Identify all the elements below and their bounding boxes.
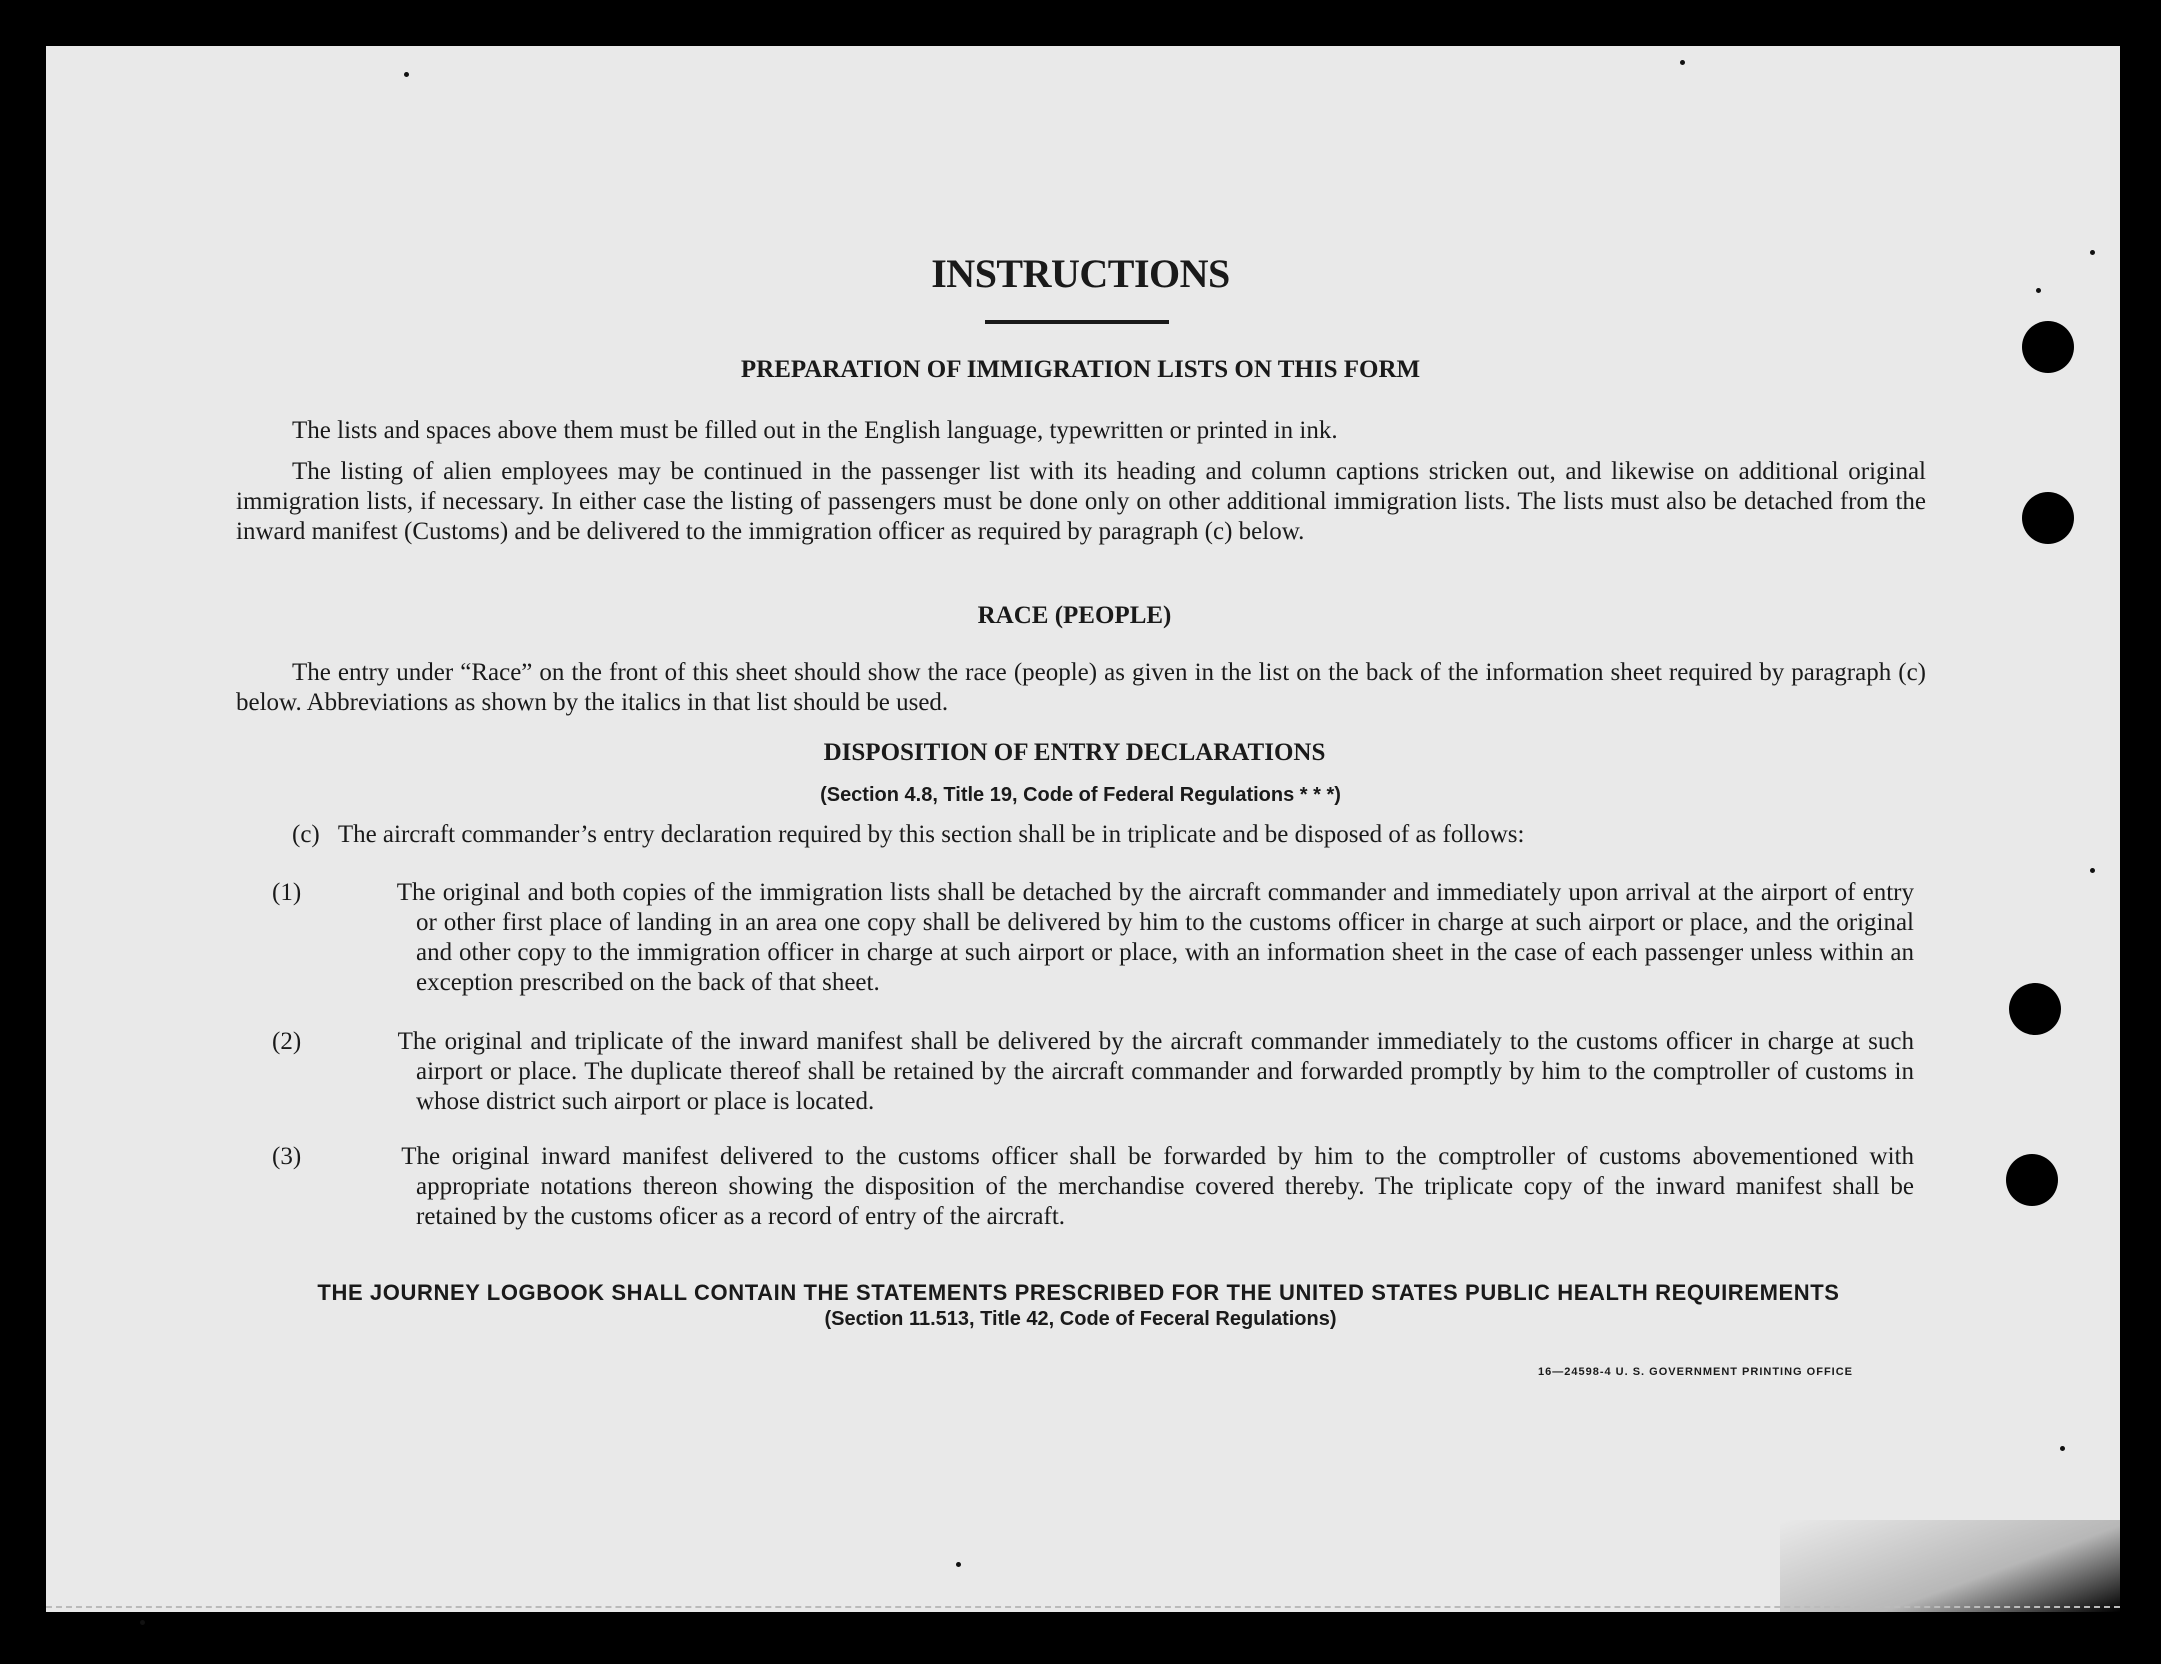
- speck: [956, 1562, 961, 1567]
- page-curl-shadow: [1780, 1520, 2120, 1612]
- paragraph-text: The listing of alien employees may be continued in the passenger list with its heading and column captions stricken out, and likewise on additional original immigration lists, if necessary. In either case the listing of passengers must be done only on other additional immigration lists. The lists must also be detached from the inward manifest (Customs) and be delivered to the immigration officer as required by paragraph (c) below.: [236, 458, 1926, 545]
- punch-hole: [2022, 492, 2074, 544]
- list-item: [272, 878, 1914, 998]
- list-item-label: (1): [272, 879, 302, 906]
- paragraph-text: The lists and spaces above them must be filled out in the English language, typewritten or printed in ink.: [292, 417, 1338, 444]
- list-item: [272, 1027, 1914, 1117]
- list-item-text: The original and triplicate of the inward manifest shall be delivered by the aircraft commander immediately to the customs officer in charge at such airport or place. The duplicate thereof shall be retained by the aircraft commander and forwarded promptly by him to the comptroller of customs in whose district such airport or place is located.: [397, 1028, 1914, 1115]
- footer-citation: (Section 11.513, Title 42, Code of Feceral Regulations): [824, 1308, 1337, 1330]
- speck: [2036, 288, 2041, 293]
- printing-office-code: 16—24598-4 U. S. GOVERNMENT PRINTING OFFICE: [1538, 1366, 1854, 1378]
- speck: [2060, 1446, 2065, 1451]
- sheet-edge: [46, 1606, 2120, 1610]
- paragraph-intro-c: [292, 820, 1952, 850]
- page-title: INSTRUCTIONS: [931, 251, 1230, 296]
- punch-hole: [2009, 983, 2061, 1035]
- speck: [140, 1620, 145, 1625]
- section-heading-disposition: DISPOSITION OF ENTRY DECLARATIONS: [823, 739, 1326, 766]
- paragraph-fill-instructions: [236, 416, 1926, 446]
- bleed-through-text: [520, 118, 1720, 238]
- speck: [1680, 60, 1685, 65]
- section-citation: (Section 4.8, Title 19, Code of Federal Regulations * * *): [820, 784, 1341, 806]
- punch-hole: [2006, 1154, 2058, 1206]
- list-item: [272, 1142, 1914, 1232]
- list-item-label: (3): [272, 1143, 302, 1170]
- section-heading-race: RACE (PEOPLE): [977, 602, 1172, 629]
- paragraph-text: The aircraft commander’s entry declaration required by this section shall be in triplicate and be disposed of as follows:: [337, 821, 1525, 848]
- paragraph-text: The entry under “Race” on the front of this sheet should show the race (people) as given in the list on the back of the information sheet required by paragraph (c) below. Abbreviations as shown by the italics in that list should be used.: [236, 659, 1926, 716]
- paragraph-race-entry: [236, 658, 1926, 718]
- title-underline: [985, 320, 1169, 324]
- section-heading-immigration-lists: PREPARATION OF IMMIGRATION LISTS ON THIS FORM: [740, 356, 1421, 383]
- list-item-text: The original inward manifest delivered to the customs officer shall be forwarded by him to the comptroller of customs abovementioned with appropriate notations thereon showing the disposition of the merchandise covered thereby. The triplicate copy of the inward manifest shall be retained by the customs oficer as a record of entry of the aircraft.: [401, 1143, 1914, 1230]
- punch-hole: [2022, 321, 2074, 373]
- paragraph-label: (c): [292, 821, 320, 848]
- speck: [2090, 250, 2095, 255]
- paragraph-alien-employees: [236, 457, 1926, 547]
- list-item-text: The original and both copies of the immigration lists shall be detached by the aircraft commander and immediately upon arrival at the airport of entry or other first place of landing in an area one copy shall be delivered by him to the customs officer in charge at such airport or place, and the original and other copy to the immigration officer in charge at such airport or place, with an information sheet in the case of each passenger unless within an exception prescribed on the back of that sheet.: [396, 879, 1914, 996]
- list-item-label: (2): [272, 1028, 302, 1055]
- speck: [2090, 868, 2095, 873]
- footer-logbook-statement: THE JOURNEY LOGBOOK SHALL CONTAIN THE STATEMENTS PRESCRIBED FOR THE UNITED STATES PUBLIC HEALTH REQUIREMENTS: [317, 1280, 1840, 1305]
- speck: [404, 72, 409, 77]
